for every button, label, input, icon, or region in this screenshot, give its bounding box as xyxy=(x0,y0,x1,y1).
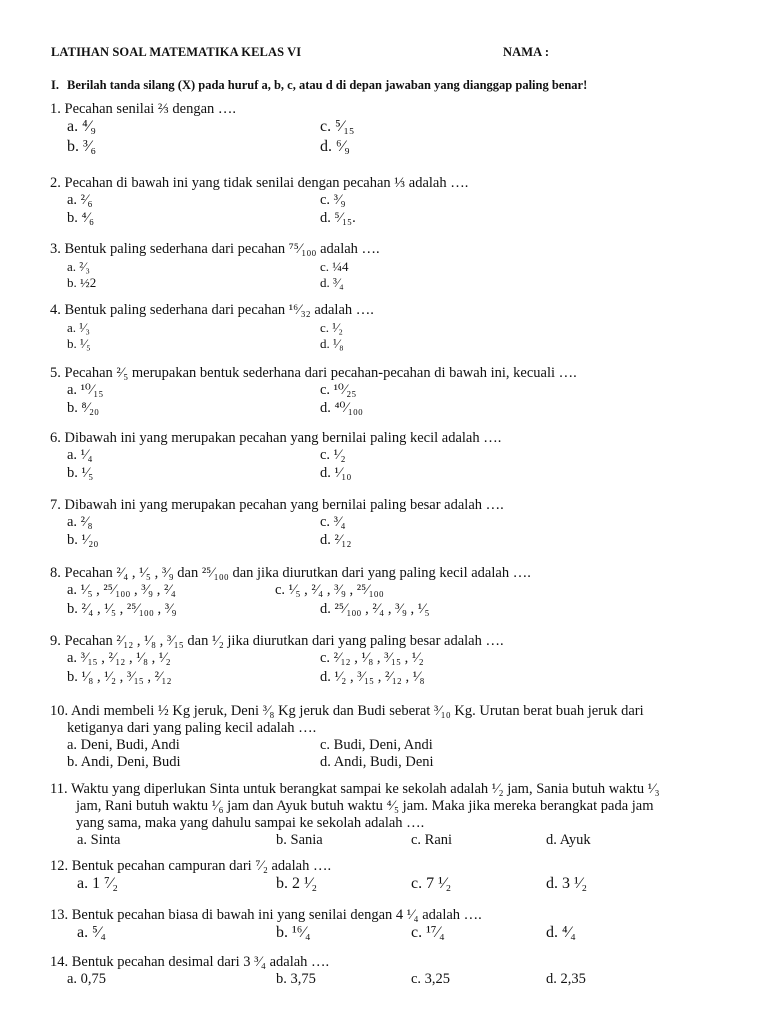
option-c[interactable]: c. ²⁄₁₂ , ¹⁄₈ , ³⁄₁₅ , ¹⁄₂ xyxy=(320,650,424,666)
question-text: 14. Bentuk pecahan desimal dari 3 ³⁄₄ adalah …. xyxy=(50,954,330,970)
option-a[interactable]: a. 0,75 xyxy=(67,971,107,987)
option-d[interactable]: d. ¹⁄₁₀ xyxy=(320,465,352,481)
option-row xyxy=(50,447,730,465)
question-text: 3. Bentuk paling sederhana dari pecahan ⁷⁵⁄₁₀₀ adalah …. xyxy=(50,241,380,257)
option-row xyxy=(50,400,730,418)
question-8 xyxy=(50,565,730,620)
option-c[interactable]: c. ⁵⁄₁₅ xyxy=(320,118,355,135)
option-a[interactable]: a. Sinta xyxy=(77,832,121,848)
option-d[interactable]: d. ¹⁄₂ , ³⁄₁₅ , ²⁄₁₂ , ¹⁄₈ xyxy=(320,669,425,685)
option-a[interactable]: a. ¹⁄₄ xyxy=(67,447,93,463)
option-a[interactable]: a. ¹⁄₃ xyxy=(67,320,90,335)
option-a[interactable]: a. ²⁄₃ xyxy=(67,259,90,274)
option-c[interactable]: c. ¹⁷⁄₄ xyxy=(411,924,445,941)
option-c[interactable]: c. ¹⁄₂ xyxy=(320,320,343,335)
option-row xyxy=(50,192,730,210)
option-c[interactable]: c. ¹⁄₅ , ²⁄₄ , ³⁄₉ , ²⁵⁄₁₀₀ xyxy=(275,582,384,598)
question-text: 5. Pecahan ²⁄₅ merupakan bentuk sederhana dari pecahan-pecahan di bawah ini, kecuali …. xyxy=(50,365,577,381)
option-row xyxy=(50,875,730,895)
option-d[interactable]: d. ⁴⁄₄ xyxy=(546,924,576,941)
question-7 xyxy=(50,497,730,550)
option-row xyxy=(50,737,730,754)
option-row xyxy=(50,465,730,483)
question-text-line-1: 11. Waktu yang diperlukan Sinta untuk berangkat sampai ke sekolah adalah ¹⁄₂ jam, Sania butuh waktu ¹⁄₃ xyxy=(50,781,660,797)
option-row xyxy=(50,650,730,669)
option-b[interactable]: b. ¹⁄₅ xyxy=(67,465,94,481)
option-b[interactable]: b. ¹⁄₈ , ¹⁄₂ , ³⁄₁₅ , ²⁄₁₂ xyxy=(67,669,172,685)
option-b[interactable]: b. ¹⁄₂₀ xyxy=(67,532,99,548)
question-text: 7. Dibawah ini yang merupakan pecahan yang bernilai paling besar adalah …. xyxy=(50,497,504,513)
option-d[interactable]: d. Andi, Budi, Deni xyxy=(320,754,434,770)
option-c[interactable]: c. Rani xyxy=(411,832,453,848)
option-d[interactable]: d. Ayuk xyxy=(546,832,591,848)
option-d[interactable]: d. ³⁄₄ xyxy=(320,275,344,290)
option-b[interactable]: b. ³⁄₆ xyxy=(67,138,97,155)
option-c[interactable]: c. ¹⁄₂ xyxy=(320,447,346,463)
question-4 xyxy=(50,302,730,351)
option-c[interactable]: c. ³⁄₉ xyxy=(320,192,346,208)
question-text: 8. Pecahan ²⁄₄ , ¹⁄₅ , ³⁄₉ dan ²⁵⁄₁₀₀ dan jika diurutkan dari yang paling kecil adalah …. xyxy=(50,565,531,581)
question-10 xyxy=(50,703,730,771)
option-c[interactable]: c. ¼4 xyxy=(320,259,349,274)
option-a[interactable]: a. ²⁄₈ xyxy=(67,514,93,530)
instruction xyxy=(51,78,587,93)
option-row xyxy=(50,582,730,601)
option-c[interactable]: c. ³⁄₄ xyxy=(320,514,346,530)
option-b[interactable]: b. 3,75 xyxy=(276,971,316,987)
option-a[interactable]: a. ³⁄₁₅ , ²⁄₁₂ , ¹⁄₈ , ¹⁄₂ xyxy=(67,650,171,666)
option-a[interactable]: a. ¹⁰⁄₁₅ xyxy=(67,382,104,398)
question-13 xyxy=(50,907,730,944)
option-c[interactable]: c. ¹⁰⁄₂₅ xyxy=(320,382,357,398)
option-row xyxy=(50,971,730,989)
question-text: 4. Bentuk paling sederhana dari pecahan ¹⁶⁄₃₂ adalah …. xyxy=(50,302,374,318)
question-text: 9. Pecahan ²⁄₁₂ , ¹⁄₈ , ³⁄₁₅ dan ¹⁄₂ jika diurutkan dari yang paling besar adalah …. xyxy=(50,633,504,649)
option-row xyxy=(50,514,730,532)
option-d[interactable]: d. ⁴⁰⁄₁₀₀ xyxy=(320,400,363,416)
option-d[interactable]: d. ²⁵⁄₁₀₀ , ²⁄₄ , ³⁄₉ , ¹⁄₅ xyxy=(320,601,430,617)
question-12 xyxy=(50,858,730,895)
question-text-line-3: yang sama, maka yang dahulu sampai ke sekolah adalah …. xyxy=(76,815,425,831)
option-row xyxy=(50,669,730,688)
option-row xyxy=(50,601,730,620)
option-c[interactable]: c. Budi, Deni, Andi xyxy=(320,737,433,753)
option-d[interactable]: d. 2,35 xyxy=(546,971,586,987)
option-a[interactable]: a. ⁵⁄₄ xyxy=(77,924,106,941)
option-b[interactable]: b. ⁴⁄₆ xyxy=(67,210,95,226)
option-row xyxy=(50,832,730,849)
option-b[interactable]: b. Andi, Deni, Budi xyxy=(67,754,181,770)
worksheet-title: LATIHAN SOAL MATEMATIKA KELAS VI xyxy=(51,45,302,59)
option-row xyxy=(50,532,730,550)
option-d[interactable]: d. ⁶⁄₉ xyxy=(320,138,350,155)
question-text-line-2: jam, Rani butuh waktu ¹⁄₆ jam dan Ayuk butuh waktu ⁴⁄₅ jam. Maka jika mereka berangkat pada jam xyxy=(76,798,654,814)
section-number: I. xyxy=(51,78,59,92)
option-d[interactable]: d. ⁵⁄₁₅. xyxy=(320,210,356,226)
option-b[interactable]: b. ¹⁄₅ xyxy=(67,336,91,351)
name-label: NAMA : xyxy=(503,45,550,59)
option-row xyxy=(50,274,730,290)
option-row xyxy=(50,319,730,335)
option-c[interactable]: c. 7 ¹⁄₂ xyxy=(411,875,452,892)
question-1 xyxy=(50,101,730,158)
option-row xyxy=(50,118,730,138)
option-row xyxy=(50,335,730,351)
option-b[interactable]: b. 2 ¹⁄₂ xyxy=(276,875,318,892)
option-d[interactable]: d. ¹⁄₈ xyxy=(320,336,344,351)
option-d[interactable]: d. 3 ¹⁄₂ xyxy=(546,875,588,892)
option-c[interactable]: c. 3,25 xyxy=(411,971,451,987)
question-text: 2. Pecahan di bawah ini yang tidak senilai dengan pecahan ⅓ adalah …. xyxy=(50,175,469,191)
option-b[interactable]: b. ⁸⁄₂₀ xyxy=(67,400,100,416)
option-a[interactable]: a. ⁴⁄₉ xyxy=(67,118,96,135)
question-text: 6. Dibawah ini yang merupakan pecahan yang bernilai paling kecil adalah …. xyxy=(50,430,502,446)
question-14 xyxy=(50,954,730,989)
option-a[interactable]: a. Deni, Budi, Andi xyxy=(67,737,180,753)
question-text-line-2: ketiganya dari yang paling kecil adalah …. xyxy=(67,720,317,736)
instruction-text: Berilah tanda silang (X) pada huruf a, b, c, atau d di depan jawaban yang dianggap paling benar! xyxy=(67,78,588,92)
option-row xyxy=(50,138,730,158)
option-b[interactable]: b. ¹⁶⁄₄ xyxy=(276,924,311,941)
question-text: 12. Bentuk pecahan campuran dari ⁷⁄₂ adalah …. xyxy=(50,858,332,874)
option-b[interactable]: b. ²⁄₄ , ¹⁄₅ , ²⁵⁄₁₀₀ , ³⁄₉ xyxy=(67,601,177,617)
question-text: 13. Bentuk pecahan biasa di bawah ini yang senilai dengan 4 ¹⁄₄ adalah …. xyxy=(50,907,482,923)
option-row xyxy=(50,924,730,944)
question-text-line-1: 10. Andi membeli ½ Kg jeruk, Deni ³⁄₈ Kg jeruk dan Budi seberat ³⁄₁₀ Kg. Urutan berat buah jeruk dari xyxy=(50,703,644,719)
option-b[interactable]: b. Sania xyxy=(276,832,323,848)
option-b[interactable]: b. ½2 xyxy=(67,275,97,290)
option-row xyxy=(50,382,730,400)
question-9 xyxy=(50,633,730,688)
question-6 xyxy=(50,430,730,483)
option-row xyxy=(50,210,730,228)
option-a[interactable]: a. ²⁄₆ xyxy=(67,192,93,208)
option-a[interactable]: a. 1 ⁷⁄₂ xyxy=(77,875,118,892)
question-5 xyxy=(50,365,730,418)
question-3 xyxy=(50,241,730,290)
question-11 xyxy=(50,781,730,849)
option-a[interactable]: a. ¹⁄₅ , ²⁵⁄₁₀₀ , ³⁄₉ , ²⁄₄ xyxy=(67,582,176,598)
option-row xyxy=(50,258,730,274)
question-2 xyxy=(50,175,730,228)
question-text: 1. Pecahan senilai ⅔ dengan …. xyxy=(50,101,237,117)
option-d[interactable]: d. ²⁄₁₂ xyxy=(320,532,352,548)
option-row xyxy=(50,754,730,771)
